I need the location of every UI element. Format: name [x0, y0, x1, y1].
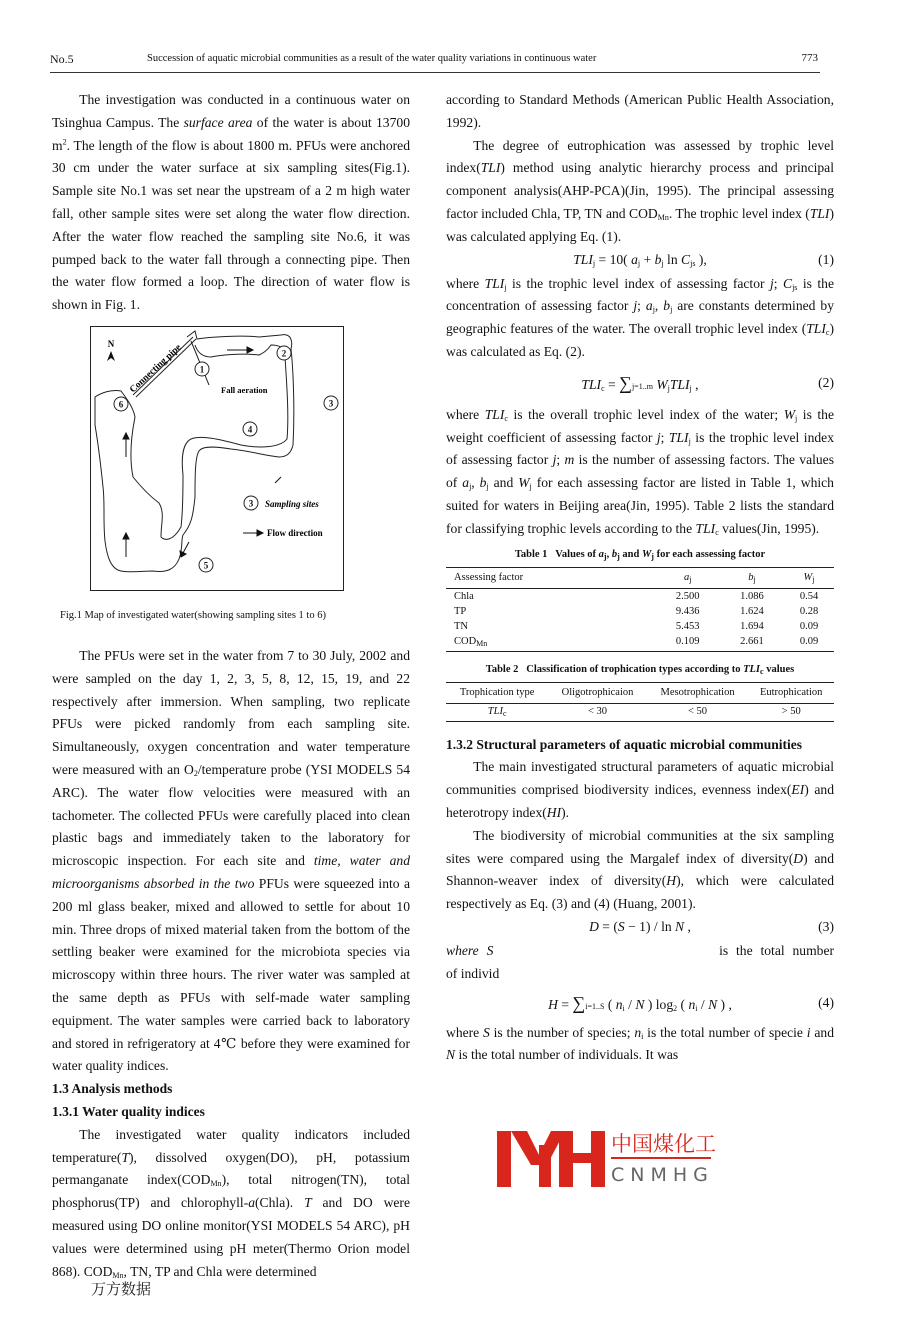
- svg-text:1: 1: [199, 364, 205, 375]
- table-row: Chla 2.500 1.086 0.54: [454, 590, 819, 602]
- table-row: $COD_{Mn}$ 0.109 2.661 0.09: [446, 634, 834, 652]
- cnmhg-watermark-logo: [497, 1127, 715, 1187]
- svg-text:Sampling sites: Sampling sites: [265, 499, 319, 509]
- table-header-row: Assessing factor $a_j$ $b_j$ $W_j$: [446, 567, 834, 588]
- equation-3-number: (3): [818, 918, 834, 934]
- map-drawing: [91, 327, 343, 590]
- paragraph-eq3-definitions: where S is the total number: [446, 942, 835, 958]
- section-heading-1-3-1: 1.3.1 Water quality indices: [52, 1103, 205, 1119]
- svg-text:3: 3: [328, 398, 334, 409]
- table-header-row: Trophication type Oligotrophicaion Mesotrophication Eutrophication: [446, 682, 834, 703]
- paragraph-eutrophication: The degree of eutrophication was assessed by trophic level index(TLI) method using analytic hierarchy process and principal component analysis(AHP-PCA)(Jin, 1995). The principal assessing factor included Chla, TP, TN and $COD_{Mn}$. The trophic level index (TLI) was calculated applying Eq. (1).: [446, 137, 834, 244]
- paragraph-eq2-definitions: where $TLI_c$ is the overall trophic level index of the water; $W_j$ is the weight coefficient of assessing factor j; $TLI_j$ is the trophic level index of assessing factor j; m is the number of assessing factors. The values of $a_j$, $b_j$ and $W_j$ for each assessing factor are listed in Table 1, which suited for waters in Beijing area(Jin, 1995). Table 2 lists the standard for classifying trophic levels according to the $TLI_c$ values(Jin, 1995).: [446, 406, 835, 537]
- table-row: $TLI_c$ < 30 < 50 > 50: [446, 703, 834, 721]
- equation-4: H = ∑i=1..S ( $n_i$ / N ) $\log_2$ ( $n_i$ / N ) , (4): [548, 992, 834, 1013]
- section-heading-1-3: 1.3 Analysis methods: [52, 1081, 173, 1097]
- figure-1-map: [90, 326, 344, 591]
- equation-4-number: (4): [818, 994, 834, 1010]
- svg-text:6: 6: [118, 399, 124, 410]
- figure-1-caption: Fig.1 Map of investigated water(showing sampling sites 1 to 6): [60, 610, 326, 621]
- svg-text:CNMHG: CNMHG: [611, 1164, 714, 1186]
- running-title: Succession of aquatic microbial communities as a result of the water quality variations in continuous water: [147, 53, 597, 64]
- table-row: TP 9.436 1.624 0.28: [454, 605, 819, 617]
- running-header: [50, 50, 820, 73]
- section-heading-1-3-2: 1.3.2 Structural parameters of aquatic microbial communities: [446, 736, 802, 752]
- equation-1: $TLI_j = 10$( $a_j + b_j$ $\ln C_{js}$ ), (1): [446, 249, 834, 273]
- paragraph-study-site: The investigation was conducted in a continuous water on Tsinghua Campus. The surface area of the water is about 13700 $m^2$. The length of the flow is about 1800 m. PFUs were anchored 30 cm under the water surface at six sampling sites(Fig.1). Sample site No.1 was set near the upstream of a 2 m high water fall, other sample sites were set along the water flow direction. After the water flow reached the sampling site No.6, it was pumped back to the water fall through a connecting pipe. Then the water flow formed a loop. The direction of water flow is shown in Fig. 1.: [52, 92, 410, 313]
- svg-text:N: N: [107, 339, 115, 349]
- paragraph-sampling-procedure: The PFUs were set in the water from 7 to 30 July, 2002 and were sampled on the day 1, 2, 3, 5, 8, 12, 15, 19, and 22 respectively after immersion. When sampling, two replicate PFUs were picked randomly from each sampling site. Simultaneously, oxygen concentration and water temperature were measured with an $O_2$/temperature probe (YSI MODELS 54 ARC). The water flow velocities were measured with an tachometer. The collected PFUs were carefully placed into clean plastic bags and immediately taken to the laboratory for microscopic inspection. For each site and time, water and microorganisms absorbed in the two PFUs were squeezed into a 200 ml glass beaker, mixed and allowed to settle for about 10 min. Three drops of mixed material taken from the bottom of the settling beaker were examined for the microbiota species via microscopy within three hours. The river water was sampled at the same depth as PFUs with self-made water sampling equipment. The water samples were carried back to laboratory and stored in refrigeratory at 4℃ before they were examined for water quality indices.: [52, 648, 410, 1074]
- svg-text:2: 2: [281, 348, 287, 359]
- paragraph-eq1-definitions: where $TLI_j$ is the trophic level index of assessing factor j; $C_{js}$ is the concentration of assessing factor j; $a_j$, $b_j$ are constants determined by geographic features of the water. The overall trophic level index $(TLI_c)$ was calculated as Eq. (2).: [446, 275, 834, 359]
- equation-3: D = (S − 1) / ln N , (3): [446, 916, 834, 940]
- paragraph-biodiversity: The biodiversity of microbial communities at the six sampling sites were compared using the Margalef index of diversity(D) and Shannon-weaver index of diversity(H), which were calculated respectively as Eq. (3) and (4) (Huang, 2001).: [446, 827, 834, 912]
- paragraph-standard-methods: according to Standard Methods (American Public Health Association, 1992).: [446, 92, 834, 130]
- mh-logo-icon: [497, 1127, 715, 1187]
- svg-text:Fall aeration: Fall aeration: [221, 385, 268, 395]
- svg-text:4: 4: [247, 424, 253, 435]
- paragraph-structural-parameters: The main investigated structural parameters of aquatic microbial communities comprised biodiversity indices, evenness index(EI) and heterotropy index(HI).: [446, 759, 834, 820]
- left-column-lower: [52, 645, 410, 1283]
- svg-text:中国煤化工: 中国煤化工: [611, 1132, 715, 1156]
- paragraph-water-quality-indicators: The investigated water quality indicators included temperature(T), dissolved oxygen(DO), pH, potassium permanganate $index(COD_{Mn})$, total nitrogen(TN), total phosphorus(TP) and chlorophyll-a(Chla). T and DO were measured using DO online monitor(YSI MODELS 54 ARC), pH values were determined using pH meter(Thermo Orion model 868). $COD_{Mn}$, TN, TP and Chla were determined: [52, 1126, 410, 1280]
- table-2-caption: Table 2 Classification of trophication types according to $TLI_c$ values: [485, 663, 795, 676]
- equation-2-number: (2): [818, 374, 834, 390]
- right-column: [446, 89, 834, 1067]
- svg-text:3: 3: [248, 498, 254, 509]
- page-number: 773: [801, 52, 818, 64]
- table-row: TN 5.453 1.694 0.09: [454, 620, 819, 632]
- table-1-caption: Table 1 Values of $a_j$, $b_j$ and $W_j$ for each assessing factor: [514, 548, 766, 561]
- paragraph-eq4-definitions: where S is the number of species; $n_i$ is the total number of specie i and N is the total number of individuals. It was: [446, 1024, 834, 1063]
- svg-text:Flow direction: Flow direction: [267, 528, 323, 538]
- left-column: [52, 89, 410, 317]
- svg-text:Connecting pipe: Connecting pipe: [128, 342, 184, 396]
- wanfang-watermark: 万方数据: [91, 1280, 152, 1298]
- table-1: [446, 567, 834, 652]
- equation-1-number: (1): [818, 251, 834, 267]
- table-2: [446, 682, 834, 722]
- paragraph-eq3-definitions-cont: of individ: [446, 965, 500, 981]
- svg-text:5: 5: [203, 560, 209, 571]
- issue-number: No.5: [50, 52, 74, 66]
- equation-2: $TLI_c = \sum j=1..m$ $W_jTLI_j$ , (2): [581, 372, 834, 393]
